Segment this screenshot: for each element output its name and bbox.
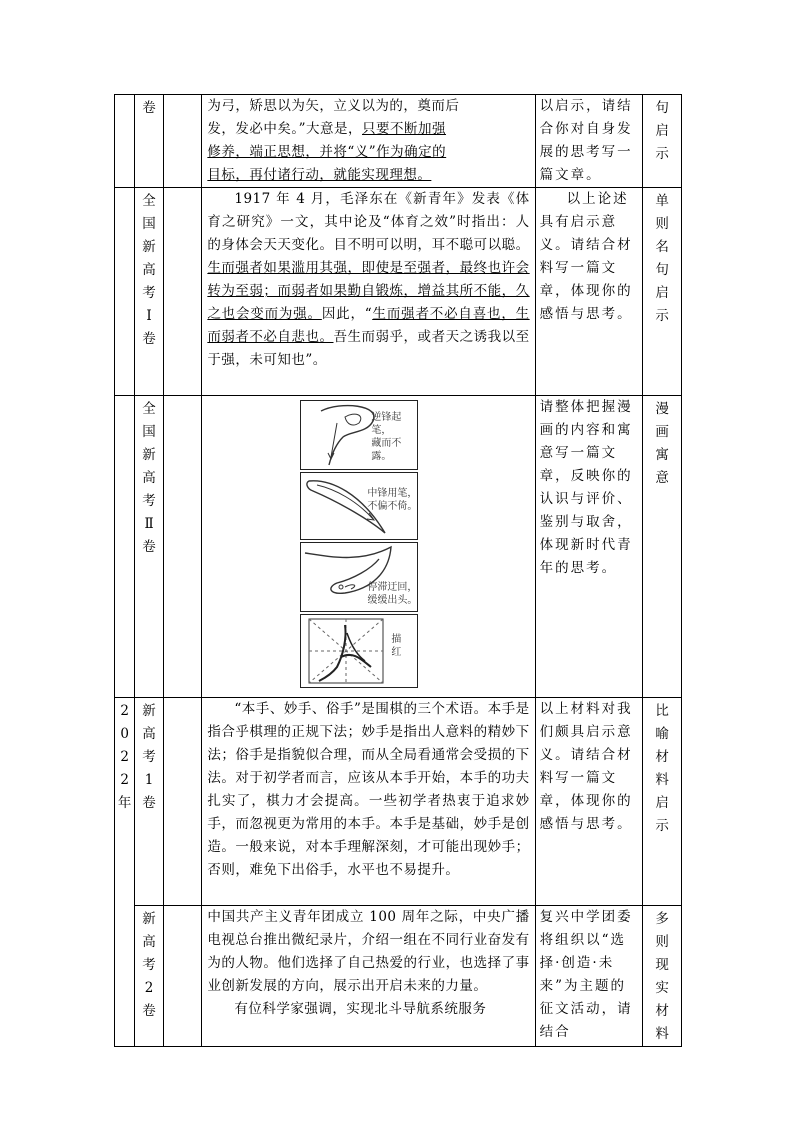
year-cell: [115, 396, 135, 698]
blank-cell: [163, 95, 202, 188]
comic-panel: [300, 400, 418, 470]
comic-cell: [202, 396, 535, 698]
type-cell: 多则现实材料: [643, 906, 682, 1047]
exam-label-cell: 卷: [135, 95, 163, 188]
requirement-cell: 以上材料对我们颇具启示意义。请结合材料写一篇文章，体现你的感悟与思考。: [535, 698, 643, 906]
material-line: 发，发必中矣。”大意是，只要不断加强: [207, 121, 447, 137]
exam-label-cell: 全国新高考Ⅱ卷: [135, 396, 163, 698]
table-row: [115, 396, 682, 698]
material-cell: “本手、妙手、俗手”是围棋的三个术语。本手是指合乎棋理的正规下法；妙手是指出人意料的精妙下法；俗手是指貌似合理，而从全局看通常会受损的下法。对于初学者而言，应该从本手开始，本手的功夫扎实了，棋力才会提高。一些初学者热衷于追求妙手，而忽视更为常用的本手。本手是基础，妙手是创造。一般来说，对本手理解深刻，才可能出现妙手；否则，难免下出俗手，水平也不易提升。: [202, 698, 535, 906]
calligraphy-comic: [202, 396, 534, 696]
essay-topics-table: [114, 94, 682, 1047]
panel-caption: 描 红: [391, 634, 402, 658]
type-cell: 句启示: [643, 95, 682, 188]
requirement-cell: 以启示，请结合你对自身发展的思考写一篇文章。: [535, 95, 643, 188]
material-cell: 1917 年 4 月，毛泽东在《新青年》发表《体育之研究》一文，其中论及“体育之效”时指出：人的身体会天天变化。目不明可以明，耳不聪可以聪。生而强者如果滥用其强，即使是至强者，最终也许会转为至弱；而弱者如果勤自锻炼，增益其所不能，久之也会变而为强。因此，“生而强者不必自喜也，生而弱者不必自悲也。吾生而弱乎，或者天之诱我以至于强，未可知也”。: [202, 188, 535, 396]
material-line: 目标，再付诸行动，就能实现理想。: [207, 167, 432, 183]
blank-cell: [163, 698, 202, 906]
material-paragraph: 有位科学家强调，实现北斗导航系统服务: [234, 1001, 487, 1017]
blank-cell: [163, 188, 202, 396]
table-row: [115, 698, 682, 906]
exam-label-cell: 全国新高考Ⅰ卷: [135, 188, 163, 396]
comic-panel: [300, 614, 418, 688]
material-cell: [202, 906, 535, 1047]
requirement-cell: 以上论述具有启示意义。请结合材料写一篇文章，体现你的感悟与思考。: [535, 188, 643, 396]
requirement-cell: 请整体把握漫画的内容和寓意写一篇文章，反映你的认识与评价、鉴别与取舍，体现新时代青年的思考。: [535, 396, 643, 698]
material-paragraph: 中国共产主义青年团成立 100 周年之际，中央广播电视总台推出微纪录片，介绍一组在不同行业奋发有为的人物。他们选择了自己热爱的行业，也选择了事业创新发展的方向，展示出开启未来的力量。: [207, 909, 530, 994]
material-line: 为弓，矫思以为矢，立义以为的，奠而后: [207, 98, 460, 114]
material-cell: [202, 95, 535, 188]
blank-cell: [163, 906, 202, 1047]
comic-panel: [300, 542, 418, 612]
table-row: [115, 188, 682, 396]
table-row: [115, 95, 682, 188]
exam-label-cell: 新高考2卷: [135, 906, 163, 1047]
blank-cell: [163, 396, 202, 698]
material-line: 修养，端正思想，并将“义”作为确定的: [207, 144, 447, 160]
panel-caption: 停滞迂回， 缓缓出头。: [367, 582, 418, 606]
panel-caption: 逆锋起笔， 藏而不露。: [371, 412, 402, 462]
year-cell: [115, 188, 135, 396]
type-cell: 漫画寓意: [643, 396, 682, 698]
year-cell: 2022年: [115, 698, 135, 1047]
type-cell: 单则名句启示: [643, 188, 682, 396]
type-cell: 比喻材料启示: [643, 698, 682, 906]
exam-label-cell: 新高考1卷: [135, 698, 163, 906]
year-cell: [115, 95, 135, 188]
requirement-cell: 复兴中学团委将组织以“选择·创造·未来”为主题的征文活动，请结合: [535, 906, 643, 1047]
comic-panel: [300, 472, 418, 540]
table-row: [115, 906, 682, 1047]
panel-caption: 中锋用笔， 不偏不倚。: [367, 488, 418, 512]
